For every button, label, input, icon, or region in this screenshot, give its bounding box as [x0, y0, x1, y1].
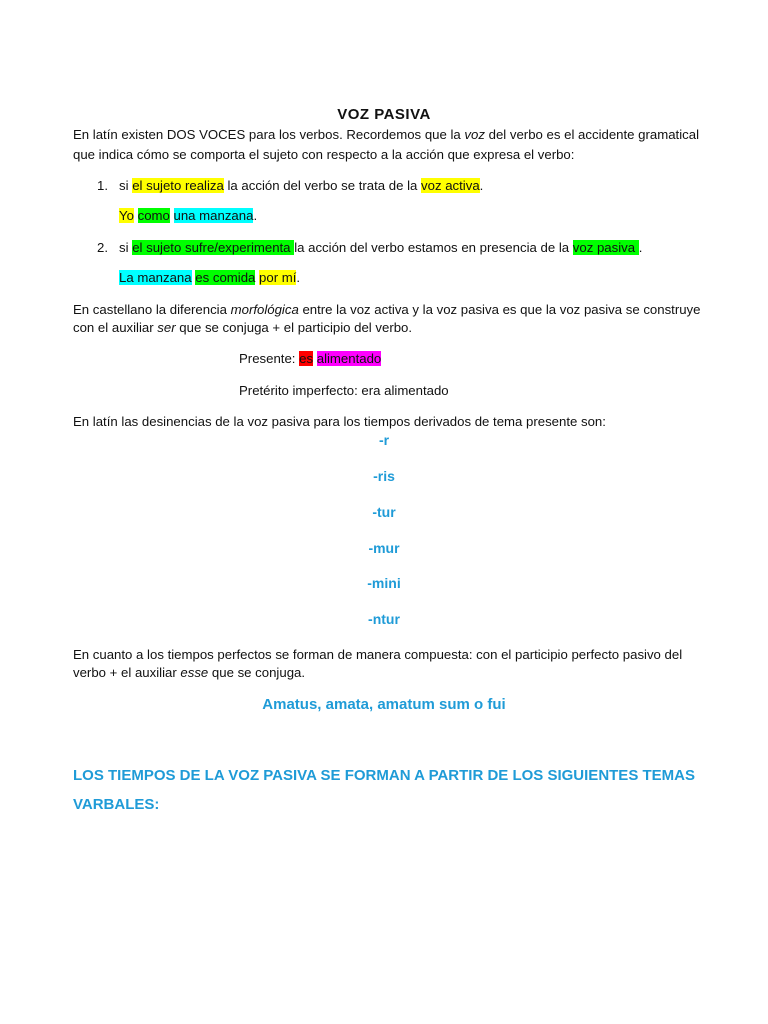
example-1	[119, 206, 257, 226]
ending-ris: -ris	[373, 468, 395, 484]
ending-tur: -tur	[372, 504, 396, 520]
item-1-si: si	[119, 178, 133, 193]
presente-line	[239, 349, 381, 369]
example-1-una-manzana: una manzana	[173, 208, 254, 223]
item-2-si: si	[119, 240, 133, 255]
item-1-number: 1.	[97, 178, 108, 193]
example-2-la-manzana: La manzana	[119, 270, 192, 285]
para-4-b: verbo + el auxiliar	[73, 665, 181, 680]
para-4-esse: esse	[180, 665, 209, 680]
example-1-space-2	[170, 208, 174, 223]
amatus-line	[0, 696, 768, 713]
presente-alimentado: alimentado	[316, 351, 382, 366]
para-2-line-1	[73, 300, 701, 320]
item-1-end: .	[479, 178, 484, 193]
preterito-line: Pretérito imperfecto: era alimentado	[239, 383, 449, 398]
item-2-text	[119, 238, 642, 258]
item-1-mid: la acción del verbo se trata de la	[223, 178, 422, 193]
heading-line-2: VARBALES:	[73, 796, 160, 813]
para-2-ser: ser	[157, 320, 176, 335]
para-2-a: En castellano la diferencia	[73, 302, 231, 317]
ending-mini: -mini	[367, 575, 401, 591]
item-1-text	[119, 176, 483, 196]
intro-line-2: que indica cómo se comporta el sujeto con respecto a la acción que expresa el verbo:	[73, 147, 575, 162]
intro-voz: voz	[464, 127, 485, 142]
para-4-line-2	[73, 663, 305, 683]
ending-r: -r	[378, 432, 390, 448]
para-2-line-2	[73, 318, 412, 338]
para-2-morfologica: morfológica	[230, 302, 299, 317]
amatus-text: Amatus, amata, amatum sum o fui	[262, 696, 506, 713]
example-2-por-mi: por mí	[259, 270, 297, 285]
para-4-line-1: En cuanto a los tiempos perfectos se forman de manera compuesta: con el participio perfecto pasivo del	[73, 647, 683, 662]
item-2-mid: la acción del verbo estamos en presencia de la	[294, 240, 573, 255]
item-2-number: 2.	[97, 240, 108, 255]
highlight-voz-activa: voz activa	[421, 178, 480, 193]
para-3: En latín las desinencias de la voz pasiva para los tiempos derivados de tema presente son:	[73, 414, 606, 429]
example-1-end: .	[253, 208, 258, 223]
para-4-c: que se conjuga.	[208, 665, 306, 680]
ending-mur: -mur	[368, 540, 400, 556]
item-2-end: .	[638, 240, 643, 255]
example-2-end: .	[296, 270, 301, 285]
presente-label: Presente:	[239, 351, 300, 366]
para-2-d: que se conjuga + el participio del verbo.	[175, 320, 413, 335]
ending-ntur: -ntur	[368, 611, 400, 627]
intro-text-a: En latín existen DOS VOCES para los verbos. Recordemos que la	[73, 127, 465, 142]
highlight-sujeto-sufre: el sujeto sufre/experimenta	[132, 240, 295, 255]
highlight-voz-pasiva: voz pasiva	[572, 240, 639, 255]
para-2-b: entre la voz activa y la voz pasiva es que la voz pasiva se construye	[298, 302, 701, 317]
example-1-como: como	[137, 208, 170, 223]
intro-text-b: del verbo es el accidente gramatical	[484, 127, 699, 142]
example-2-es-comida: es comida	[195, 270, 256, 285]
heading-line-1: LOS TIEMPOS DE LA VOZ PASIVA SE FORMAN A PARTIR DE LOS SIGUIENTES TEMAS	[73, 767, 695, 784]
para-2-c: con el auxiliar	[73, 320, 158, 335]
presente-es: es	[299, 351, 314, 366]
example-2	[119, 268, 300, 288]
page-title: VOZ PASIVA	[337, 106, 431, 123]
highlight-sujeto-realiza: el sujeto realiza	[132, 178, 224, 193]
example-1-yo: Yo	[119, 208, 134, 223]
intro-line-1	[73, 125, 699, 145]
